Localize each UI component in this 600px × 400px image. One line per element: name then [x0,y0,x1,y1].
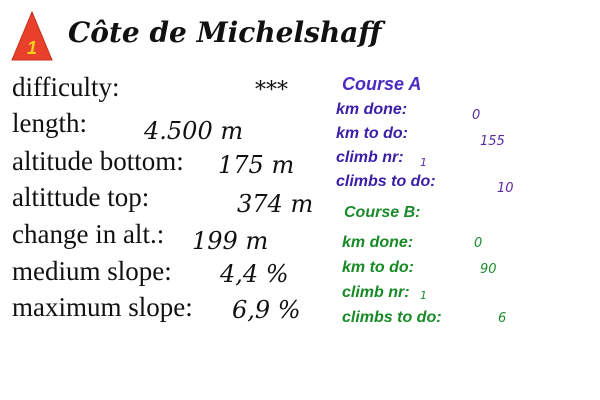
stat-value-maximum-slope: 6,9 % [232,296,301,324]
stat-value-medium-slope: 4,4 % [220,260,289,288]
course-b-km-done-label: km done: [342,234,414,251]
stat-value-difficulty: *** [255,78,288,103]
stat-value-altitude-top: 374 m [237,190,314,218]
stat-value-change-in-altitude: 199 m [192,227,269,255]
stat-label-length: length: [12,108,87,138]
stat-label-maximum-slope: maximum slope: [12,292,193,322]
course-b-climb-nr-label: climb nr: [342,284,410,301]
climb-stats [12,0,332,400]
stat-label-change-in-altitude: change in alt.: [12,219,165,249]
course-a-km-to-do-value: 155 [480,134,505,149]
course-a-climb-nr-label: climb nr: [336,149,404,166]
page-title: Côte de Michelshaff [68,16,382,49]
course-a-title: Course A [342,74,422,94]
course-b-title: Course B: [344,204,421,221]
course-b-climbs-to-do-value: 6 [498,311,507,326]
course-b-climb-nr-value: 1 [420,289,427,302]
course-b-climbs-to-do-label: climbs to do: [342,309,442,326]
stat-label-difficulty: difficulty: [12,72,120,102]
course-a-climbs-to-do-label: climbs to do: [336,173,436,190]
stat-label-altitude-bottom: altitude bottom: [12,146,184,176]
course-b-km-to-do-label: km to do: [342,259,414,276]
course-b-km-done-value: 0 [474,236,483,251]
stat-value-length: 4.500 m [144,117,244,145]
course-a-km-done-value: 0 [472,108,481,123]
course-b-km-to-do-value: 90 [480,262,497,277]
course-a-km-to-do-label: km to do: [336,125,408,142]
stat-value-altitude-bottom: 175 m [218,151,295,179]
course-a-climb-nr-value: 1 [420,156,427,169]
stat-label-altitude-top: altittude top: [12,182,150,212]
course-a-km-done-label: km done: [336,101,408,118]
badge-number: 1 [26,38,38,58]
stat-label-medium-slope: medium slope: [12,256,172,286]
course-a-climbs-to-do-value: 10 [497,181,514,196]
